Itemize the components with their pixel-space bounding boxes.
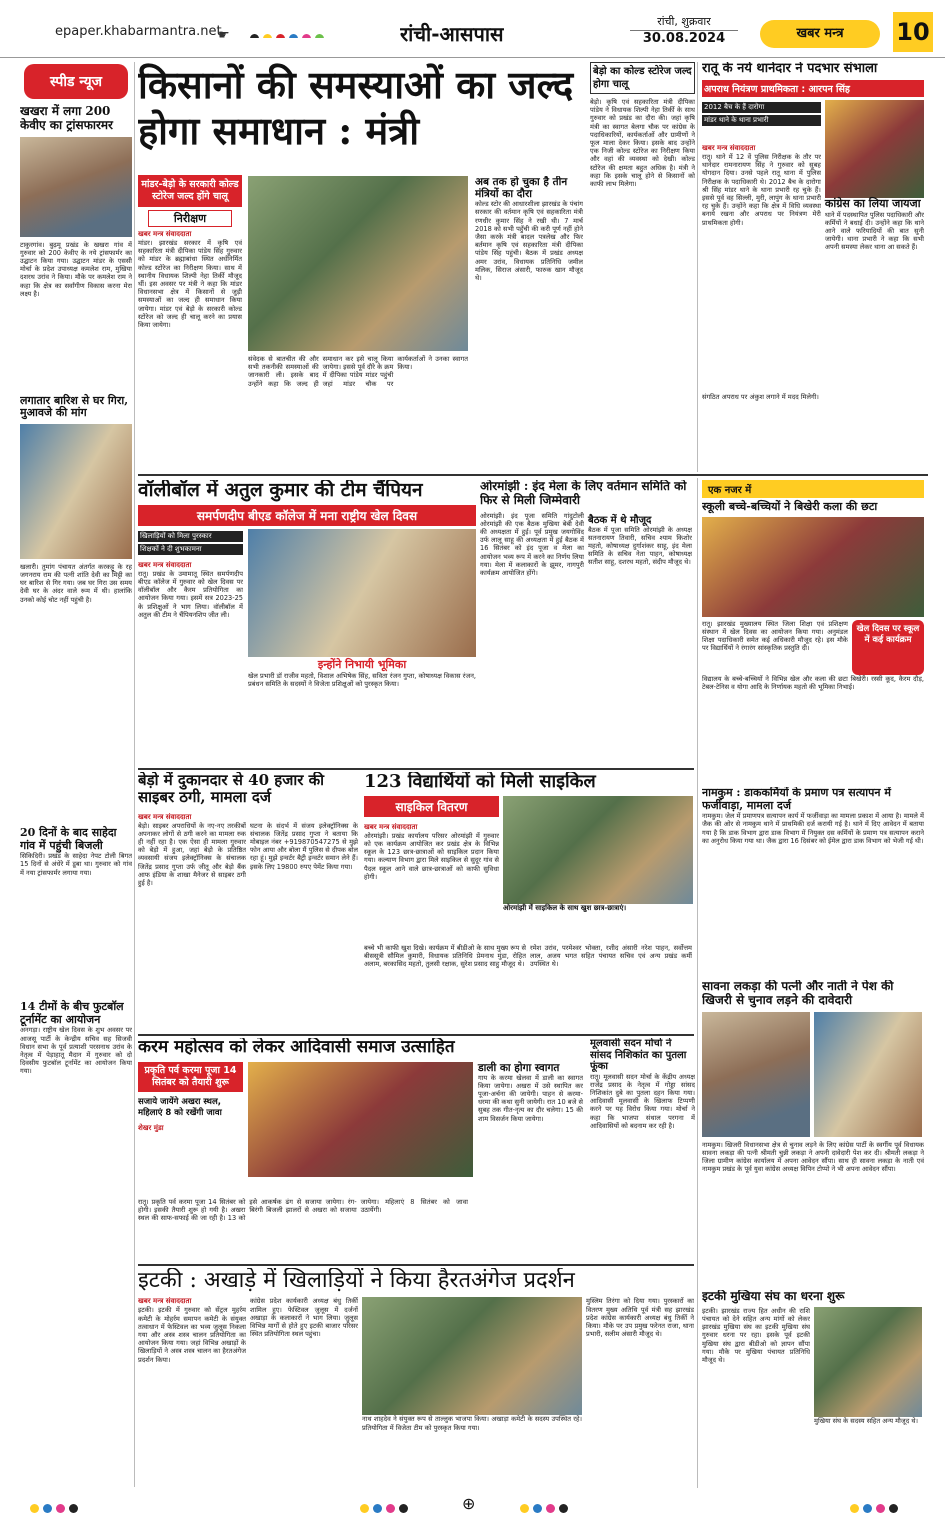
karam-story xyxy=(138,1038,583,1263)
karam-side-title: डाली का होगा स्वागत xyxy=(478,1061,560,1074)
volleyball-story xyxy=(138,480,476,765)
news-title: खखरा में लगा 200 केवीए का ट्रांसफारमर xyxy=(20,104,113,132)
volleyball-bullet: खिलाड़ियों को मिला पुरस्कार xyxy=(138,531,243,542)
ormanjhi-headline: ओरमांझी : इंद मेला के लिए वर्तमान समिति को फिर से मिली जिम्मेवारी xyxy=(480,480,687,507)
cycle-text3: रमेश उरांव, परमेश्वर भोक्ता, रशीद अंसारी नरेश पाहन, सर्वोत्तम लाल, अजय भगत सहित पंचायत सचिव एवं अन्य प्रखंड कर्मी उपस्थित थे। xyxy=(530,943,692,969)
itki-mukhiya-story xyxy=(702,1290,924,1485)
lead-headline-box xyxy=(138,62,583,170)
lead-sub-box: मांडर-बेड़ो के सरकारी कोल्ड स्टोरेज जल्द होंगे चालू xyxy=(138,175,242,207)
news-body: खलारी। तुमांग पंचायत अंतर्गत करकट्टू के रह जगनराय राम की पत्नी शांति देवी का मिट्टी का घर बारिश से गिर गया। जब घर गिरा उस समय देवी घर के अंदर वाले रूम में थी। हालांकि उनको कोई चोट नहीं पहुंची है। xyxy=(20,562,132,604)
news-title: 20 दिनों के बाद साहेदा गांव में पहुंची बिजली xyxy=(20,825,117,852)
dharna-photo xyxy=(814,1307,922,1417)
karam-headline: करम महोत्सव को लेकर आदिवासी समाज उत्साहित xyxy=(138,1038,455,1057)
sawna-story xyxy=(702,980,924,1285)
speed-news-badge: स्पीड न्यूज xyxy=(24,64,128,99)
lead-side-title: अब तक हो चुका है तीन मंत्रियों का दौरा xyxy=(475,176,568,201)
page-header xyxy=(0,0,945,58)
itki-mukhiya-headline: इटकी मुखिया संघ का धरना शुरू xyxy=(702,1290,845,1303)
lead-body-continued: संवेदक से बातचीत की और सभी तकनीकी समस्याओं की जानकारी ली। इसके बाद उन्होंने कहा कि जल्द ही समाधान कर इसे चालू किया जायेगा। इससे पूर्व दौरे के क्रम में दीपिका पांडेय मांडर पहुंची जहां मांडर चौक पर कार्यकर्ताओं ने उनका स्वागत किया। xyxy=(248,355,468,388)
karam-side-text: गाय के करमा खेलवा में डाली का स्वागत किया जायेगा। अखरा में उसे स्थापित कर पूजा-अर्चना की जायेगी। पाहन से करमा-धरमा की कथा सुनी जायेगी। रात 10 बजे से सुबह तक गीत-नृत्य का दौर चलेगा। 15 की शाम विसर्जन किया जायेगा। xyxy=(478,1073,583,1123)
volleyball-headline: वॉलीबॉल में अतुल कुमार की टीम चैंपियन xyxy=(138,480,423,501)
lead-side-text: कोल्ड स्टोर की आधारशीला झारखंड के पंचांग सरकार की वर्तमान कृषि एवं सहकारिता मंत्री रणधीर कुमार सिंह ने रखी थी। 7 मार्च 2018 को सभी पहुँची की करी पूर्ण नहीं होने जैसा करके मंत्री बादल पत्रलेख और फिर बर्तमान कृषि एवं सहकारिता मंत्री दीपिका पांडेय सिंह पहुंची। बैठक में प्रखंड अध्यक्ष अमर उरांव, विधायक प्रतिनिधि जमील मलिक, सिराज अंसारी, फारुक खान मौजूद थे। xyxy=(475,200,583,282)
ormanjhi-story xyxy=(480,480,692,765)
cycle-story xyxy=(364,772,694,1032)
school-art-story xyxy=(702,480,924,775)
cold-storage-title: बेड़ो का कोल्ड स्टोरेज जल्द होगा चालू xyxy=(590,62,695,94)
thanedar-text: रातू। थाने में 12 वें पुलिस निरीक्षक के तौर पर थानेदार रामनारायण सिंह ने गुरुवार को सुबह योगदान दिया। उनसे पहले रातू थाना में पुलिस निरीक्षक के पदाधिकारी थे। 2012 बैच के दारोगा श्री सिंह मांडर थाने के थाना प्रभारी रह चुके हैं। इससे पूर्व वह सिल्ली, मुरी, लापुंग के थाना प्रभारी रह चुके हैं। उन्होंने कहा कि क्षेत्र में विधि व्यवस्था बनाये रखना और अपराध पर नियंत्रण मेरी प्राथमिकता होगी। xyxy=(702,152,821,227)
section-divider xyxy=(138,1264,694,1266)
bero-cyber-text: बेड़ो। साइबर अपराधियों के नए-नए तरकीबों अपनाकर लोगों से ठगी करने का मामला रुक ही नहीं रहा है। एक ऐसा ही मामला गुरुवार को बेड़ो में हुआ, जहां बेड़ो के प्रतिष्ठित व्यवसायी संजय इलेक्ट्रॉनिक्स के संचालक जितेंद्र प्रसाद गुप्ता उर्फ जीतू और बेड़ो बैंक आफ इंडिया के शाखा मैनेजर से साइबर ठगी हुई है। xyxy=(138,821,246,887)
thanedar-bullet: 2012 बैच के हैं दारोगा xyxy=(702,102,821,113)
day-label: रांची, शुक्रवार xyxy=(657,15,711,28)
volleyball-text: रातू। प्रखंड के उमामातू स्थित समर्पणदीप बीएड कॉलेज में गुरुवार को खेल दिवस पर वॉलीबॉल और कैरम प्रतियोगिता का आयोजन किया गया। इसमें सत्र 2023-25 के प्रशिक्षुओं ने भाग लिया। वॉलीबॉल में अतुल की टीम ने चैंपियनशिप जीत ली। xyxy=(138,569,243,619)
thanedar-bullet: मांडर थाने के थाना प्रभारी xyxy=(702,115,821,126)
thanedar-byline: खबर मन्त्र संवाददाता xyxy=(702,143,756,152)
cycle-caption: ओरमांझी में साइकिल के साथ खुश छात्र-छात्राएं। xyxy=(503,903,627,912)
cold-storage-story xyxy=(590,62,695,472)
lead-side-col xyxy=(475,176,583,470)
mulvasi-text: रातू। मूलवासी सदन मोर्चा के केंद्रीय अध्यक्ष राजेंद्र प्रसाद के नेतृत्व में गोड्डा सांसद निशिकांत दुबे का पुतला दहन किया गया। आदिवासी मूलवासी के खिलाफ टिप्पणी करने पर यह विरोध किया गया। मोर्चा ने कहा कि भाजपा संथाल परगना में आदिवासियों को बदनाम कर रही है। xyxy=(590,1072,695,1130)
column-divider xyxy=(134,62,135,1487)
itki-akhada-text4: मुस्लिम तिरंगा को दिया गया। पुरस्कारों का वितरण मुख्य अतिथि पूर्व मंत्री सह झारखंड प्रदेश कांग्रेस कार्यकारी अध्यक्ष बंधु तिर्की ने किया। मौके पर उप प्रमुख फरेनत राजा, थाना प्रभारी, सलीम अंसारी मौजूद थे। xyxy=(586,1297,694,1339)
volleyball-byline: खबर मन्त्र संवाददाता xyxy=(138,560,192,569)
candidate-photo-2 xyxy=(814,1012,922,1137)
itki-akhada-text: इटकी। इटकी में गुरुवार को सेंट्रल मुहर्रम कमेटी के मोहर्रम समापन कमेटी के संयुक्त तत्वाधान में फेस्टिवल का भव्य जुलूस निकला गया और अस्त्र शस्त्र चालन प्रतियोगिता का आयोजन किया गया। जहां विभिन्न अखाड़ों के खिलाड़ियों ने अस्त्र शस्त्र चालन का हैरतअंगेज प्रदर्शन किया। xyxy=(138,1306,246,1364)
cycle-photo xyxy=(503,796,693,904)
karam-photo xyxy=(248,1062,473,1177)
volleyball-red-bar: समर्पणदीप बीएड कॉलेज में मना राष्ट्रीय खेल दिवस xyxy=(138,505,476,526)
mulvasi-story xyxy=(590,1038,695,1263)
karam-byline: शेखर मुंडा xyxy=(138,1123,164,1132)
page-number: 10 xyxy=(893,12,933,52)
lead-left-col xyxy=(138,175,242,470)
footer-registration-marks xyxy=(0,1490,945,1517)
thanedar-title: रातू के नये थानेदार ने पदभार संभाला xyxy=(702,62,878,76)
karam-text: रातू। प्रकृति पर्व करमा पूजा 14 सितंबर को होगी। इसकी तैयारी शुरू हो गयी है। अखरा स्थल की साफ-सफाई की जा रही है। 13 को इसे आकर्षक ढंग से सजाया जायेगा। रंग-बिरंगी बिजली झालरों से अखरा को सजाया जायेगा। महिलाएं 8 सितंबर को जावा उठायेंगी। xyxy=(138,1198,468,1223)
sawna-headline: सावना लकड़ा की पत्नी और नाती ने पेश की खिजरी से चुनाव लड़ने की दावेदारी xyxy=(702,980,894,1007)
at-a-glance-label: एक नजर में xyxy=(702,480,924,498)
speed-news-column xyxy=(20,62,132,1487)
cycle-text: ओरमांझी। प्रखंड कार्यालय परिसर ओरमांझी में गुरुवार को एक कार्यक्रम आयोजित कर प्रखंड क्षेत्र के विभिन्न स्कूल के 123 छात्र-छात्राओं को साइकिल प्रदान किया गया। कल्याण विभाग द्वारा मिले साइकिल से सुदूर गांव से पैदल स्कूल आने वाले छात्र-छात्राओं को काफी सुविधा होगी। xyxy=(364,831,499,881)
thanedar-footer: संगठित अपराध पर अंकुश लगाने में मदद मिलेगी। xyxy=(702,392,819,401)
volleyball-bullet: शिक्षकों ने दी शुभकामना xyxy=(138,544,243,555)
news-title: लगातार बारिश से घर गिरा, मुआवजे की मांग xyxy=(20,393,129,420)
thanedar-red-bar: अपराध नियंत्रण प्राथमिकता : आरपन सिंह xyxy=(702,80,924,97)
hand-pointer-icon: ☛ xyxy=(218,28,230,43)
school-art-photo xyxy=(702,517,924,617)
thanedar-side-text: थाने में पदस्थापित पुलिस पदाधिकारी और कर्मियों ने बधाई दी। उन्होंने कहा कि थाने आने वाले फरियादियों की बात सुनी जायेगी। थाना प्रभारी ने कहा कि सभी अपनी समस्या लेकर थाना आ सकते हैं। xyxy=(824,210,924,252)
bero-cyber-headline: बेड़ो में दुकानदार से 40 हजार की साइबर ठगी, मामला दर्ज xyxy=(138,772,324,807)
section-divider xyxy=(138,474,928,476)
school-art-text: रातू। झारखंड मुख्यालय स्थित जिला शिक्षा एवं प्रशिक्षण संस्थान में खेल दिवस का आयोजन किया गया। अनुमंडल शिक्षा पदाधिकारी समेत कई अधिकारी मौजूद रहे। इस मौके पर विद्यार्थियों ने रंगारंग सांस्कृतिक प्रस्तुति दी। xyxy=(702,619,848,653)
cold-storage-text: बेड़ो। कृषि एवं सहकारिता मंत्री दीपिका पांडेय ने विधायक शिल्पी नेहा तिर्की के साथ गुरुवार को प्रखंड का दौरा की। जहां कृषि मंत्री का स्वागत बेलगा चौक पर कांग्रेस के पदाधिकारियों, कार्यकर्ताओं और ग्रामीणों ने फूल माला देकर किया। इसके बाद उन्होंने एक निजी कोल्ड स्टोरेज का निरीक्षण किया और वहां की व्यवस्था को देखी। कोल्ड स्टोरेज की क्षमता बहुत अधिक है। मंत्री ने कहा कि इसके चालू होने से किसानों को काफी लाभ मिलेगा। xyxy=(590,98,695,189)
column-divider xyxy=(697,478,698,1488)
thanedar-side-title: कांग्रेस का लिया जायजा xyxy=(824,196,921,210)
akhada-photo xyxy=(362,1297,582,1415)
section-divider xyxy=(138,768,694,770)
date-label: 30.08.2024 xyxy=(630,30,738,47)
news-body: टाकुरगांव। बुढ़मू प्रखंड के खखरा गांव में गुरुवार को 200 केवीए के नये ट्रांसफार्मर का उद्घाटन किया गया। उद्घाटन मांडर के एससी मोर्चा के प्रदेश उपाध्यक्ष कमलेश राम, मुखिया दशरथ उरांव ने किया। मौके पर कमलेश राम ने कहा कि क्षेत्र का सर्वांगीण विकास करना मेरा लक्ष्य है। xyxy=(20,240,132,298)
ormanjhi-text: ओरमांझी। इंद पूजा समिति गांदुटोली ओरमांझी की एक बैठक मुखिया बेबी देवी की अध्यक्षता में हुई। पूर्व प्रमुख जयगोविंद उर्फ लालू साहू की अध्यक्षता में हुई बैठक में 16 सितंबर को इंद पूजा व मेला का आयोजन भव्य रूप में करने का निर्णय लिया गया। मेला में कलाकारों के झूमर, नागपुरी कार्यक्रम आयोजित होंगे। xyxy=(480,511,584,578)
bero-cyber-text2: घटना के संदर्भ में संजय इलेक्ट्रॉनिक्स के संचालक जितेंद्र प्रसाद गुप्ता ने बताया कि मोबाइल नंबर +919870547275 से मुझे फोन आया और बोला मैं पुलिस से दीपक बोल रहा हूं। मुझे इन्वर्टर बैट्री इन्वर्टर समान लेने हैं। इसके लिए 19800 रुपए पेमेंट किया गया। xyxy=(250,821,358,871)
color-dots xyxy=(250,28,370,38)
lead-body: मांडर। झारखंड सरकार में कृषि एवं सहकारिता मंत्री दीपिका पांडेय सिंह गुरुवार को मांडर के ब्रह्माबांधा स्थित अर्धनिर्मित कोल्ड स्टोरेज का निरीक्षण किया। साथ में स्थानीय विधायक शिल्पी नेहा तिर्की मौजूद थीं। इस अवसर पर मंत्री ने कहा कि मांडर विधानसभा क्षेत्र में किसानों से जुड़ी समस्याओं का जल्द ही समाधान किया जायेगा। मांडर एवं बेड़ो के सरकारी कोल्ड स्टोरेज को जल्द ही चालू करने का प्रयास किया जायेगा। xyxy=(138,239,242,330)
volleyball-photo-label: इन्होंने निभायी भूमिका xyxy=(317,657,407,671)
officer-photo xyxy=(825,100,924,198)
cycle-byline: खबर मन्त्र संवाददाता xyxy=(364,822,418,831)
school-art-headline: स्कूली बच्चे-बच्चियों ने बिखेरी कला की छटा xyxy=(702,500,878,513)
dakkarmi-text: नामकुम। जेल में प्रमाणपत्र सत्यापन कार्य में फर्जीवाड़ा का मामला प्रकाश में आया है। मामले में जैक की ओर से नामकुम थाने में प्राथमिकी दर्ज करायी गई है। थाने में दिए आवेदन में बताया गया है कि डाक विभाग द्वारा डाक विभाग में नियुक्त दस कर्मियों के प्रमाण पत्र सत्यापन कराने का अनुरोध किया गया था। जैक द्वारा 16 दिसंबर को ईमेल द्वारा डाक विभाग को भेजी गई थी। xyxy=(702,812,924,845)
itki-akhada-headline: इटकी : अखाड़े में खिलाड़ियों ने किया हैरतअंगेज प्रदर्शन xyxy=(138,1268,575,1293)
brand-name: खबर मन्त्र xyxy=(796,26,844,41)
volleyball-photo xyxy=(248,529,476,657)
ormanjhi-text2: बैठक में पूजा समिति ओरमांझी के अध्यक्ष सतनारायण तिवारी, सचिव श्याम किशोर महतो, कोषाध्यक्ष दुर्गाशंकर साहू, इंद मेला समिति के सचिव नेता पाहन, कोषाध्यक्ष सतीश साहू, दशरथ महतो, संदीप मौजूद थे। xyxy=(588,525,692,567)
lead-photo xyxy=(248,176,468,351)
itki-akhada-story xyxy=(138,1268,694,1488)
sawna-text: नामकुम। खिजरी विधानसभा क्षेत्र से चुनाव लड़ने के लिए कांग्रेस पार्टी के स्वर्गीय पूर्व विधायक सावना लकड़ा की पत्नी श्रीमती चुन्नी लकड़ा ने अपनी दावेदारी पेश कर दी। श्रीमती लकड़ा ने जिला ग्रामीण कांग्रेस कार्यालय में अपना आवेदन सौंपा। साथ ही सावना लकड़ा के नाती एवं नामकुम प्रखंड के पूर्व युवा कांग्रेस अध्यक्ष विपिन टोप्पो ने भी अपना आवेदन सौंपा। xyxy=(702,1140,924,1174)
lead-headline: किसानों की समस्याओं का जल्द होगा समाधान : मंत्री xyxy=(138,62,574,153)
date-box xyxy=(630,14,738,47)
itki-akhada-text2: कांग्रेस प्रदेश कार्यकारी अध्यक्ष बंधु तिर्की शामिल हुए। फेस्टिवल जुलूस में दर्जनों अखाड़ा के कलाकारों ने भाग लिया। जुलूस विभिन्न मार्गों से होते हुए इटकी बाजार परिसर स्थित प्रतियोगिता स्थल पहुंचा। xyxy=(250,1297,358,1339)
volleyball-caption: खेल प्रभारी डॉ राजीव महतो, विशाल अभिषेक सिंह, सविता रंजन गुप्ता, कोषाध्यक्ष विकास रंजन, प्रबंधन समिति के सदस्यों ने विजेता प्रशिक्षुओं को पुरस्कृत किया। xyxy=(248,671,476,689)
school-art-text2: विद्यालय के बच्चे-बच्चियों ने विभिन्न खेल और कला की छटा बिखेरी। रस्सी कूद, कैरम दौड़, टेबल-टेनिस व योगा आदि के निर्णायक महतो की भूमिका निभाई। xyxy=(702,674,924,691)
bero-cyber-byline: खबर मन्त्र संवाददाता xyxy=(138,812,192,821)
itki-mukhiya-text: इटकी। झारखंड राज्य हित अधीन की राशि पंचायत को देने सहित अन्य मांगों को लेकर झारखंड मुखिया संघ का इटकी मुखिया संघ गुरुवार धरना पर रहा। इसके पूर्व इटकी मुखिया संघ द्वारा बीडीओ को ज्ञापन सौंपा गया। मौके पर मुखिया पंचायत प्रतिनिधि मौजूद थे। xyxy=(702,1306,810,1365)
news-body: सिकिदिरी। प्रखंड के साहेदा नेपट टोली बिगत 15 दिनों से अंधेरे में डूबा था। गुरुवार को गांव में नया ट्रांसफार्मर लगाया गया। xyxy=(20,852,132,877)
cycle-red-bar: साइकिल वितरण xyxy=(364,796,499,817)
dakkarmi-headline: नामकुम : डाककर्मियों के प्रमाण पत्र सत्यापन में फर्जीवाड़ा, मामला दर्ज xyxy=(702,787,891,812)
school-art-badge: खेल दिवस पर स्कूल में कई कार्यक्रम xyxy=(852,620,924,675)
itki-akhada-byline: खबर मन्त्र संवाददाता xyxy=(138,1297,192,1306)
mulvasi-headline: मूलवासी सदन मोर्चा ने सांसद निशिकांत का पुतला फूंका xyxy=(590,1038,687,1072)
itki-akhada-text3: नाथ शाहदेव ने संयुक्त रूप से ताल्लुक भाजपा किया। अखाड़ा कमेटी के सदस्य उपस्थित रहे। प्रतियोगिता में विजेता टीम को पुरस्कृत किया गया। xyxy=(362,1415,582,1432)
brand-logo xyxy=(760,20,880,48)
lead-sub-label: निरीक्षण xyxy=(148,210,232,227)
itki-mukhiya-side: मुखिया संघ के सदस्य सहित अन्य मौजूद थे। xyxy=(814,1416,919,1425)
lead-byline: खबर मन्त्र संवाददाता xyxy=(138,230,192,238)
karam-bullet: सजाये जायेंगे अखरा स्थल, महिलाएं 8 को रखेंगी जावा xyxy=(138,1096,222,1118)
bero-cyber-story xyxy=(138,772,360,1032)
ormanjhi-sub: बैठक में थे मौजूद xyxy=(588,514,652,526)
section-divider xyxy=(138,1034,694,1036)
lead-body-bottom xyxy=(248,355,468,470)
news-body: अनगड़ा। राष्ट्रीय खेल दिवस के शुभ अवसर पर आजसू पार्टी के केन्द्रीय सचिव सह सिजवी विधान सभा के पूर्व प्रत्याशी परसनाथ उरांव के नेतृत्व में पेड़ाहातू मैदान में गुरुवार को दो दिवसीय फुटबॉल टूर्नामेंट का आयोजन किया गया। xyxy=(20,1026,132,1076)
column-divider xyxy=(697,62,698,472)
candidate-photo-1 xyxy=(702,1012,810,1137)
karam-red-box: प्रकृति पर्व करमा पूजा 14 सितंबर को तैयारी शुरू xyxy=(138,1062,243,1092)
news-title: 14 टीमों के बीच फुटबॉल टूर्नामेंट का आयोजन xyxy=(20,1000,124,1026)
cycle-text2: बच्चे भी काफी खुश दिखे। कार्यक्रम में बीडीओ के साथ मुख्य रूप से बीससूत्री सौमिल कुमारी, विधायक प्रतिनिधि प्रेमनाथ मुंडा, रोहित अलाम, बरकासिद महतो, तुलसी रक्षाक, सुरेश प्रसाद साहु मौजूद थे। xyxy=(364,943,526,969)
page-title: रांची-आसपास xyxy=(400,22,504,46)
cycle-headline: 123 विद्यार्थियों को मिली साइकिल xyxy=(364,772,596,792)
epaper-url[interactable]: epaper.khabarmantra.net xyxy=(55,24,222,39)
crosshair-icon: ⊕ xyxy=(462,1494,476,1513)
transformer-photo xyxy=(20,137,132,237)
thanedar-story xyxy=(702,62,924,472)
dakkarmi-story xyxy=(702,787,924,977)
collapsed-house-photo xyxy=(20,424,132,559)
